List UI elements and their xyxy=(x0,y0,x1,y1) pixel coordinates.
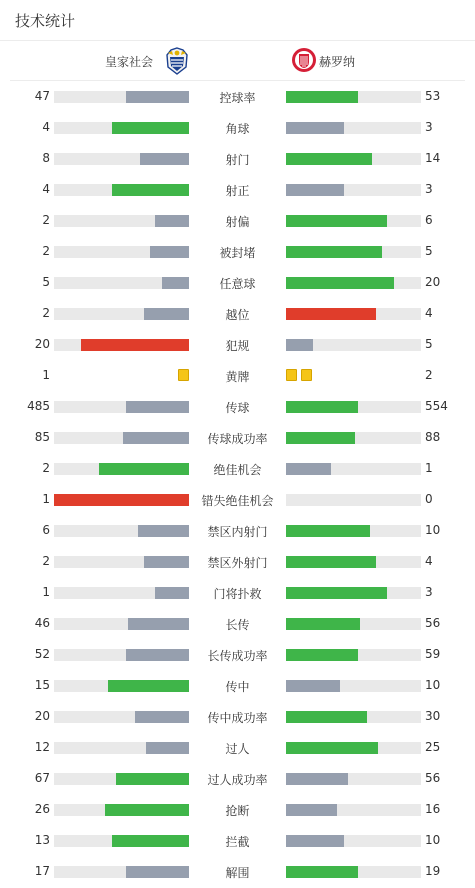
real-sociedad-crest-icon[interactable] xyxy=(165,47,189,75)
home-value: 1 xyxy=(42,368,50,382)
away-value: 3 xyxy=(425,182,433,196)
stat-label: 长传 xyxy=(225,618,250,632)
away-bar-fill xyxy=(286,618,360,630)
stat-label: 解围 xyxy=(225,866,250,880)
home-value: 1 xyxy=(42,585,50,599)
stat-row xyxy=(0,825,475,856)
home-value: 5 xyxy=(42,275,50,289)
away-bar-fill xyxy=(286,525,370,537)
away-bar-track xyxy=(286,91,421,103)
stat-label: 射正 xyxy=(225,184,250,198)
home-value: 4 xyxy=(42,182,50,196)
home-bar-fill xyxy=(126,866,189,878)
home-value: 52 xyxy=(34,647,50,661)
stat-label: 错失绝佳机会 xyxy=(201,494,274,508)
home-bar-fill xyxy=(146,742,189,754)
home-bar-fill xyxy=(140,153,189,165)
stat-label: 过人 xyxy=(225,742,250,756)
away-value: 1 xyxy=(425,461,433,475)
away-value: 5 xyxy=(425,337,433,351)
away-value: 59 xyxy=(425,647,441,661)
away-value: 14 xyxy=(425,151,441,165)
away-bar-track xyxy=(286,680,421,692)
home-value: 2 xyxy=(42,554,50,568)
away-value: 25 xyxy=(425,740,441,754)
home-bar-fill xyxy=(105,804,189,816)
home-value: 15 xyxy=(34,678,50,692)
stat-row xyxy=(0,81,475,112)
away-value: 10 xyxy=(425,523,441,537)
stat-row xyxy=(0,732,475,763)
home-value: 20 xyxy=(34,709,50,723)
home-bar-fill xyxy=(99,463,189,475)
home-bar-track xyxy=(54,804,189,816)
away-bar-track xyxy=(286,308,421,320)
away-bar-track xyxy=(286,339,421,351)
yellow-card-icon xyxy=(286,369,297,381)
stat-label: 绝佳机会 xyxy=(213,463,262,477)
stat-row xyxy=(0,112,475,143)
away-value: 88 xyxy=(425,430,441,444)
away-yellow-cards xyxy=(286,369,312,381)
away-value: 6 xyxy=(425,213,433,227)
stat-row xyxy=(0,577,475,608)
away-bar-fill xyxy=(286,215,387,227)
stat-row xyxy=(0,329,475,360)
away-bar-track xyxy=(286,122,421,134)
home-bar-fill xyxy=(128,618,189,630)
home-bar-fill xyxy=(162,277,189,289)
home-value: 8 xyxy=(42,151,50,165)
away-value: 2 xyxy=(425,368,433,382)
home-value: 46 xyxy=(34,616,50,630)
home-bar-fill xyxy=(112,184,189,196)
away-bar-track xyxy=(286,804,421,816)
stat-label: 拦截 xyxy=(225,835,250,849)
home-bar-track xyxy=(54,680,189,692)
away-bar-fill xyxy=(286,401,358,413)
home-bar-fill xyxy=(112,122,189,134)
home-bar-track xyxy=(54,308,189,320)
stat-row xyxy=(0,391,475,422)
home-bar-track xyxy=(54,432,189,444)
away-bar-fill xyxy=(286,866,358,878)
yellow-card-icon xyxy=(301,369,312,381)
home-bar-fill xyxy=(54,494,189,506)
away-bar-track xyxy=(286,494,421,506)
stat-row xyxy=(0,267,475,298)
home-bar-track xyxy=(54,401,189,413)
stat-row xyxy=(0,174,475,205)
away-bar-track xyxy=(286,742,421,754)
stat-label: 传球成功率 xyxy=(207,432,268,446)
home-bar-track xyxy=(54,556,189,568)
home-bar-fill xyxy=(112,835,189,847)
home-yellow-cards xyxy=(178,369,189,381)
away-bar-track xyxy=(286,556,421,568)
away-bar-track xyxy=(286,618,421,630)
stat-label: 传中成功率 xyxy=(207,711,268,725)
home-bar-fill xyxy=(144,556,189,568)
home-value: 2 xyxy=(42,244,50,258)
away-value: 3 xyxy=(425,120,433,134)
home-bar-fill xyxy=(150,246,189,258)
away-value: 5 xyxy=(425,244,433,258)
stat-label: 抢断 xyxy=(225,804,250,818)
away-bar-track xyxy=(286,463,421,475)
home-bar-track xyxy=(54,215,189,227)
away-value: 4 xyxy=(425,554,433,568)
home-bar-track xyxy=(54,122,189,134)
stat-label: 长传成功率 xyxy=(207,649,268,663)
stat-label: 射偏 xyxy=(225,215,250,229)
away-bar-track xyxy=(286,153,421,165)
away-bar-fill xyxy=(286,556,376,568)
away-bar-track xyxy=(286,711,421,723)
stat-row xyxy=(0,701,475,732)
home-value: 485 xyxy=(27,399,50,413)
home-value: 85 xyxy=(34,430,50,444)
away-value: 30 xyxy=(425,709,441,723)
away-team-name[interactable]: 赫罗纳 xyxy=(319,55,356,69)
away-bar-fill xyxy=(286,308,376,320)
girona-crest-icon[interactable] xyxy=(291,47,317,73)
home-bar-fill xyxy=(81,339,189,351)
home-value: 26 xyxy=(34,802,50,816)
stat-row xyxy=(0,763,475,794)
stat-label: 禁区外射门 xyxy=(207,556,268,570)
stat-label: 传球 xyxy=(225,401,250,415)
home-bar-track xyxy=(54,463,189,475)
home-bar-fill xyxy=(116,773,189,785)
home-value: 67 xyxy=(34,771,50,785)
home-bar-fill xyxy=(126,649,189,661)
away-bar-fill xyxy=(286,804,337,816)
home-bar-fill xyxy=(126,401,189,413)
away-bar-track xyxy=(286,432,421,444)
home-value: 2 xyxy=(42,461,50,475)
away-bar-fill xyxy=(286,463,331,475)
away-bar-fill xyxy=(286,277,394,289)
home-value: 47 xyxy=(34,89,50,103)
home-bar-track xyxy=(54,184,189,196)
away-bar-fill xyxy=(286,711,367,723)
yellow-card-icon xyxy=(178,369,189,381)
away-value: 16 xyxy=(425,802,441,816)
home-bar-fill xyxy=(155,587,189,599)
home-value: 2 xyxy=(42,306,50,320)
away-value: 53 xyxy=(425,89,441,103)
stat-label: 射门 xyxy=(225,153,250,167)
stat-label: 被封堵 xyxy=(219,246,256,260)
home-bar-fill xyxy=(144,308,189,320)
away-bar-fill xyxy=(286,835,344,847)
home-bar-track xyxy=(54,773,189,785)
stat-row xyxy=(0,422,475,453)
home-value: 1 xyxy=(42,492,50,506)
stat-row xyxy=(0,143,475,174)
stat-row xyxy=(0,608,475,639)
away-value: 56 xyxy=(425,616,441,630)
away-value: 10 xyxy=(425,833,441,847)
away-value: 20 xyxy=(425,275,441,289)
stat-row xyxy=(0,856,475,887)
stat-row xyxy=(0,546,475,577)
stat-row xyxy=(0,360,475,391)
away-bar-fill xyxy=(286,246,382,258)
stat-label: 越位 xyxy=(225,308,250,322)
away-bar-track xyxy=(286,835,421,847)
stat-label: 任意球 xyxy=(219,277,256,291)
stat-row xyxy=(0,794,475,825)
away-bar-fill xyxy=(286,587,387,599)
home-bar-track xyxy=(54,587,189,599)
away-bar-fill xyxy=(286,339,313,351)
stat-label: 过人成功率 xyxy=(207,773,268,787)
away-bar-fill xyxy=(286,649,358,661)
away-value: 4 xyxy=(425,306,433,320)
stat-label: 犯规 xyxy=(225,339,250,353)
away-bar-track xyxy=(286,773,421,785)
away-bar-track xyxy=(286,866,421,878)
stat-label: 门将扑救 xyxy=(213,587,262,601)
home-bar-fill xyxy=(138,525,189,537)
home-value: 4 xyxy=(42,120,50,134)
stat-label: 禁区内射门 xyxy=(207,525,268,539)
stat-label: 黄牌 xyxy=(225,370,250,384)
stat-row xyxy=(0,515,475,546)
home-bar-track xyxy=(54,494,189,506)
stats-header xyxy=(0,0,475,41)
stats-list xyxy=(0,81,475,887)
home-bar-fill xyxy=(123,432,189,444)
away-bar-fill xyxy=(286,773,348,785)
stat-row xyxy=(0,205,475,236)
home-bar-track xyxy=(54,618,189,630)
home-value: 6 xyxy=(42,523,50,537)
home-bar-track xyxy=(54,649,189,661)
home-bar-track xyxy=(54,866,189,878)
home-bar-track xyxy=(54,835,189,847)
home-bar-fill xyxy=(126,91,189,103)
away-value: 0 xyxy=(425,492,433,506)
home-value: 13 xyxy=(34,833,50,847)
away-bar-fill xyxy=(286,680,340,692)
stat-label: 角球 xyxy=(225,122,250,136)
home-bar-track xyxy=(54,153,189,165)
away-bar-track xyxy=(286,587,421,599)
home-bar-track xyxy=(54,246,189,258)
home-bar-track xyxy=(54,742,189,754)
away-bar-fill xyxy=(286,91,358,103)
home-bar-track xyxy=(54,339,189,351)
teams-bar xyxy=(10,41,465,81)
home-bar-fill xyxy=(108,680,189,692)
away-value: 3 xyxy=(425,585,433,599)
away-bar-track xyxy=(286,525,421,537)
stat-row xyxy=(0,453,475,484)
stat-label: 传中 xyxy=(225,680,250,694)
home-bar-track xyxy=(54,277,189,289)
home-team-name[interactable]: 皇家社会 xyxy=(104,55,153,69)
away-bar-track xyxy=(286,184,421,196)
away-bar-track xyxy=(286,246,421,258)
home-value: 17 xyxy=(34,864,50,878)
away-value: 19 xyxy=(425,864,441,878)
home-bar-fill xyxy=(135,711,189,723)
away-value: 554 xyxy=(425,399,448,413)
away-bar-fill xyxy=(286,742,378,754)
away-value: 10 xyxy=(425,678,441,692)
page-title: 技术统计 xyxy=(15,12,76,30)
away-bar-track xyxy=(286,215,421,227)
away-bar-track xyxy=(286,401,421,413)
stat-label: 控球率 xyxy=(219,91,256,105)
away-bar-fill xyxy=(286,153,372,165)
away-bar-fill xyxy=(286,122,344,134)
stat-row xyxy=(0,236,475,267)
away-bar-track xyxy=(286,277,421,289)
home-bar-track xyxy=(54,91,189,103)
home-bar-fill xyxy=(155,215,189,227)
away-bar-fill xyxy=(286,432,355,444)
away-value: 56 xyxy=(425,771,441,785)
home-value: 20 xyxy=(34,337,50,351)
stat-row xyxy=(0,298,475,329)
home-value: 12 xyxy=(34,740,50,754)
home-value: 2 xyxy=(42,213,50,227)
stat-row xyxy=(0,484,475,515)
away-bar-track xyxy=(286,649,421,661)
stat-row xyxy=(0,670,475,701)
home-bar-track xyxy=(54,711,189,723)
stat-row xyxy=(0,639,475,670)
home-bar-track xyxy=(54,525,189,537)
away-bar-fill xyxy=(286,184,344,196)
